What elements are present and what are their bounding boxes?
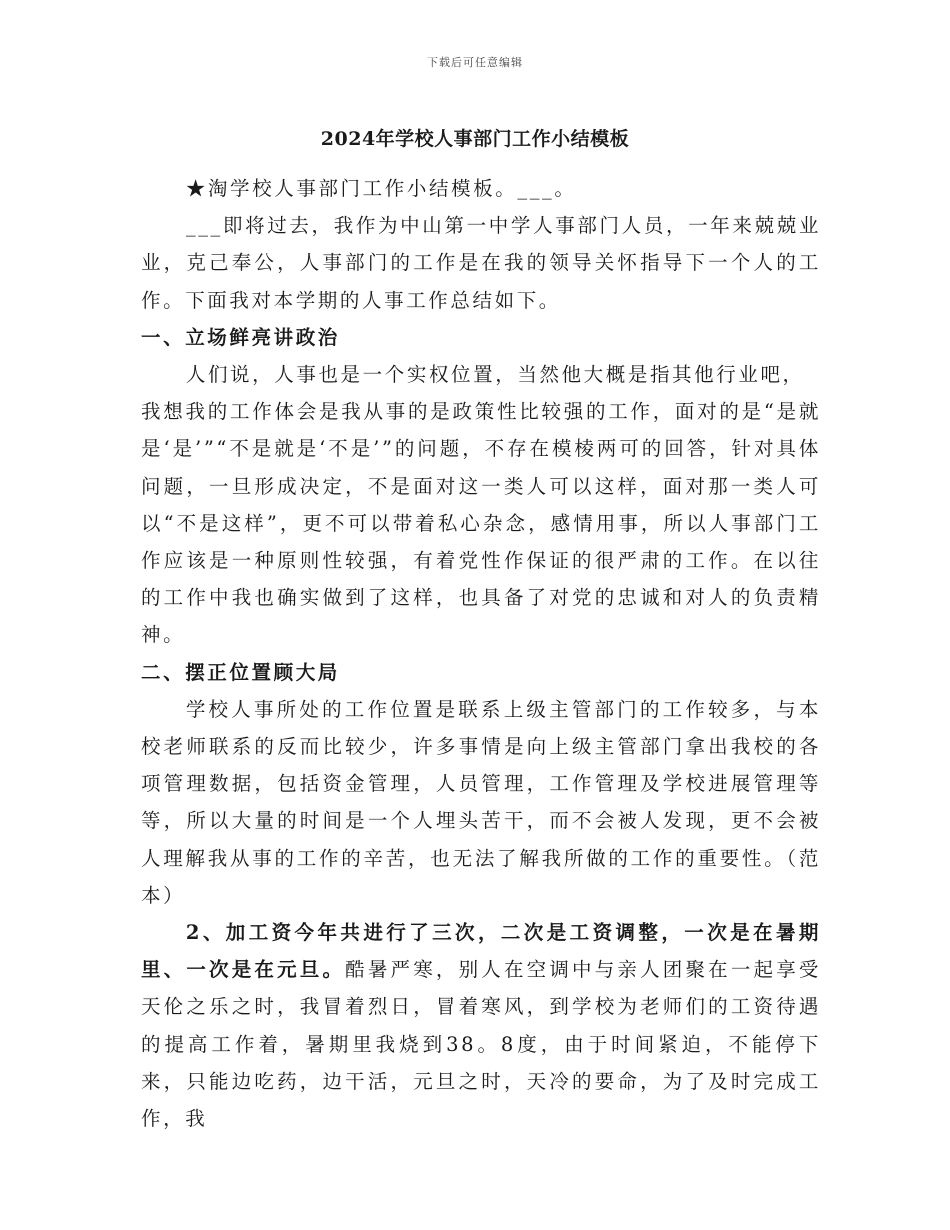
paragraph-2-first-line: 人们说，人事也是一个实权位置，当然他大概是指其他行业吧， xyxy=(185,363,805,387)
intro-paragraph: ★淘学校人事部门工作小结模板。___。 xyxy=(185,177,577,200)
document-title: 2024年学校人事部门工作小结模板 xyxy=(320,128,630,150)
paragraph-4 xyxy=(141,914,821,1137)
paragraph-4-rest: 酷暑严寒，别人在空调中与亲人团聚在一起享受天伦之乐之时，我冒着烈日，冒着寒风，到学校为老师们的工资待遇的提高工作着，暑期里我烧到38。8度，由于时间紧迫，不能停下来，只能边吃药，边干活，元旦之时，天冷的要命，为了及时完成工作，我 xyxy=(141,958,821,1131)
paragraph-2-rest: 我想我的工作体会是我从事的是政策性比较强的工作，面对的是“是就是‘是’”“不是就是‘不是’”的问题，不存在模棱两可的回答，针对具体问题，一旦形成决定，不是面对这一类人可以这样，面对那一类人可以“不是这样”，更不可以带着私心杂念，感情用事，所以人事部门工作应该是一种原则性较强，有着党性作保证的很严肃的工作。在以往的工作中我也确实做到了这样，也具备了对党的忠诚和对人的负责精神。 xyxy=(141,400,821,647)
section-heading-2: 二、摆正位置顾大局 xyxy=(141,660,340,684)
paragraph-4-bold-lead: 2、加工资今年共进行了三次，二次是工资调整，一次是在暑期里、一次是在元旦。 xyxy=(141,921,821,982)
paragraph-3: 学校人事所处的工作位置是联系上级主管部门的工作较多，与本校老师联系的反而比较少，许多事情是向上级主管部门拿出我校的各项管理数据，包括资金管理，人员管理，工作管理及学校进展管理等等，所以大量的时间是一个人埋头苦干，而不会被人发现，更不会被人理解我从事的工作的辛苦，也无法了解我所做的工作的重要性。（范本） xyxy=(141,697,821,907)
section-heading-1: 一、立场鲜亮讲政治 xyxy=(141,325,340,349)
header-note: 下载后可任意编辑 xyxy=(427,56,523,69)
paragraph-1: ___即将过去，我作为中山第一中学人事部门人员，一年来兢兢业业，克己奉公，人事部门的工作是在我的领导关怀指导下一个人的工作。下面我对本学期的人事工作总结如下。 xyxy=(141,214,821,312)
document-body xyxy=(141,170,821,1137)
